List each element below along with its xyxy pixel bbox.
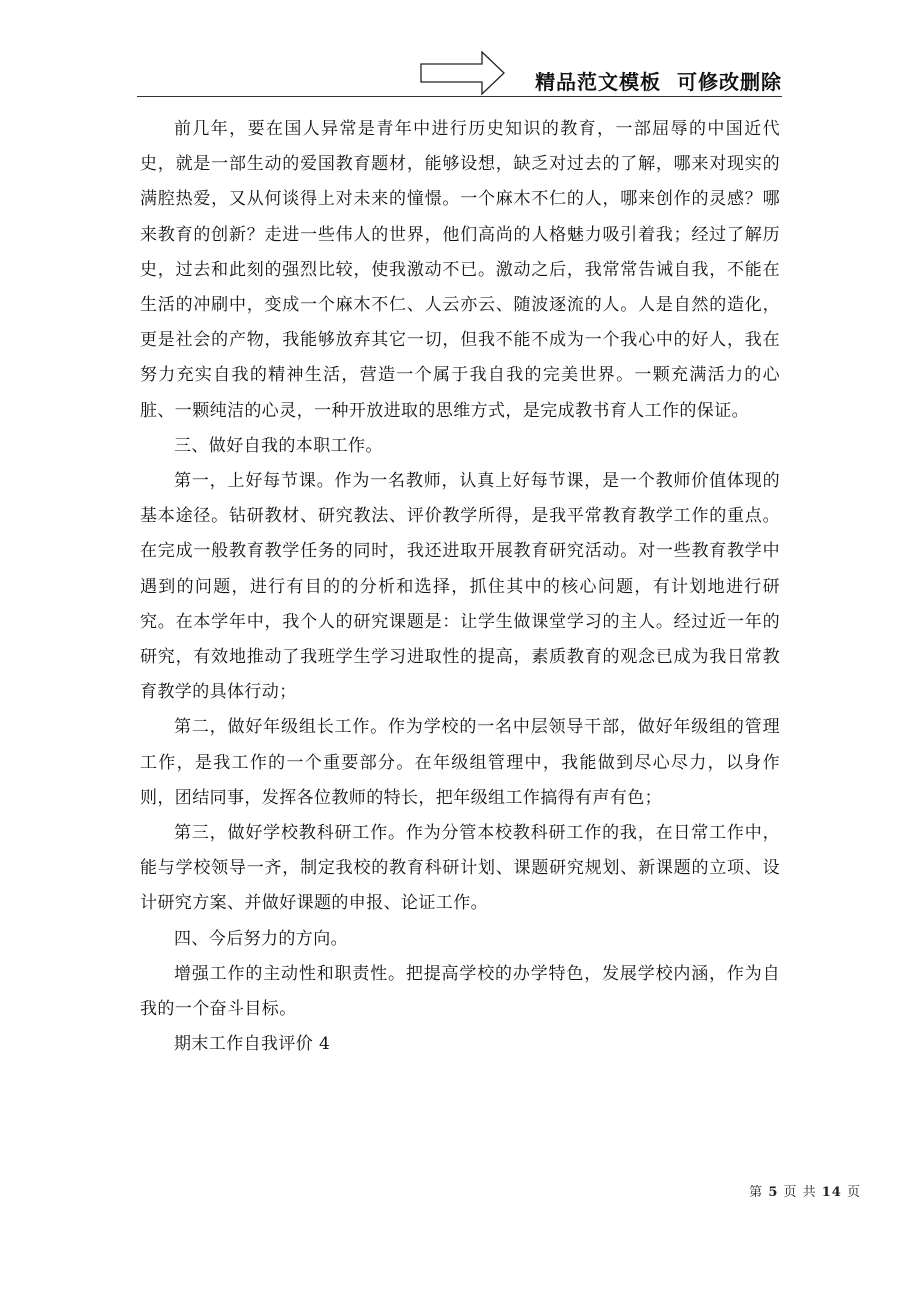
current-page: 5 <box>768 1185 779 1200</box>
paragraph: 前几年，要在国人异常是青年中进行历史知识的教育，一部屈辱的中国近代史，就是一部生动的爱国教育题材，能够设想，缺乏对过去的了解，哪来对现实的满腔热爱，又从何谈得上对未来的憧憬。一个麻木不仁的人，哪来创作的灵感？哪来教育的创新？走进一些伟人的世界，他们高尚的人格魅力吸引着我；经过了解历史，过去和此刻的强烈比较，使我激动不已。激动之后，我常常告诫自我，不能在生活的冲刷中，变成一个麻木不仁、人云亦云、随波逐流的人。人是自然的造化，更是社会的产物，我能够放弃其它一切，但我不能不成为一个我心中的好人，我在努力充实自我的精神生活，营造一个属于我自我的完美世界。一颗充满活力的心脏、一颗纯洁的心灵，一种开放进取的思维方式，是完成教书育人工作的保证。 <box>140 119 780 421</box>
paragraph: 第一，上好每节课。作为一名教师，认真上好每节课，是一个教师价值体现的基本途径。钻研教材、研究教法、评价教学所得，是我平常教育教学工作的重点。在完成一般教育教学任务的同时，我还进取开展教育研究活动。对一些教育教学中遇到的问题，进行有目的的分析和选择，抓住其中的核心问题，有计划地进行研究。在本学年中，我个人的研究课题是：让学生做课堂学习的主人。经过近一年的研究，有效地推动了我班学生学习进取性的提高，素质教育的观念已成为我日常教育教学的具体行动； <box>140 471 780 703</box>
right-arrow-icon <box>420 50 506 96</box>
document-body <box>140 112 780 1062</box>
header-divider <box>137 96 782 97</box>
page-suffix: 页 <box>841 1185 861 1200</box>
paragraph: 第三，做好学校教科研工作。作为分管本校教科研工作的我，在日常工作中，能与学校领导一齐，制定我校的教育科研计划、课题研究规划、新课题的立项、设计研究方案、并做好课题的申报、论证工作。 <box>140 823 780 914</box>
page-number <box>749 1181 861 1200</box>
page-middle: 页 共 <box>778 1185 822 1200</box>
paragraph: 增强工作的主动性和职责性。把提高学校的办学特色，发展学校内涵，作为自我的一个奋斗目标。 <box>140 963 780 1020</box>
section-heading: 四、今后努力的方向。 <box>174 928 348 949</box>
section-heading: 三、做好自我的本职工作。 <box>174 435 383 456</box>
header-title: 精品范文模板 可修改删除 <box>535 70 782 94</box>
total-pages: 14 <box>821 1185 842 1200</box>
paragraph: 第二，做好年级组长工作。作为学校的一名中层领导干部，做好年级组的管理工作，是我工作的一个重要部分。在年级组管理中，我能做到尽心尽力，以身作则，团结同事，发挥各位教师的特长，把年级组工作搞得有声有色； <box>140 717 780 808</box>
page-prefix: 第 <box>749 1185 769 1200</box>
subtitle: 期末工作自我评价 4 <box>174 1034 331 1055</box>
